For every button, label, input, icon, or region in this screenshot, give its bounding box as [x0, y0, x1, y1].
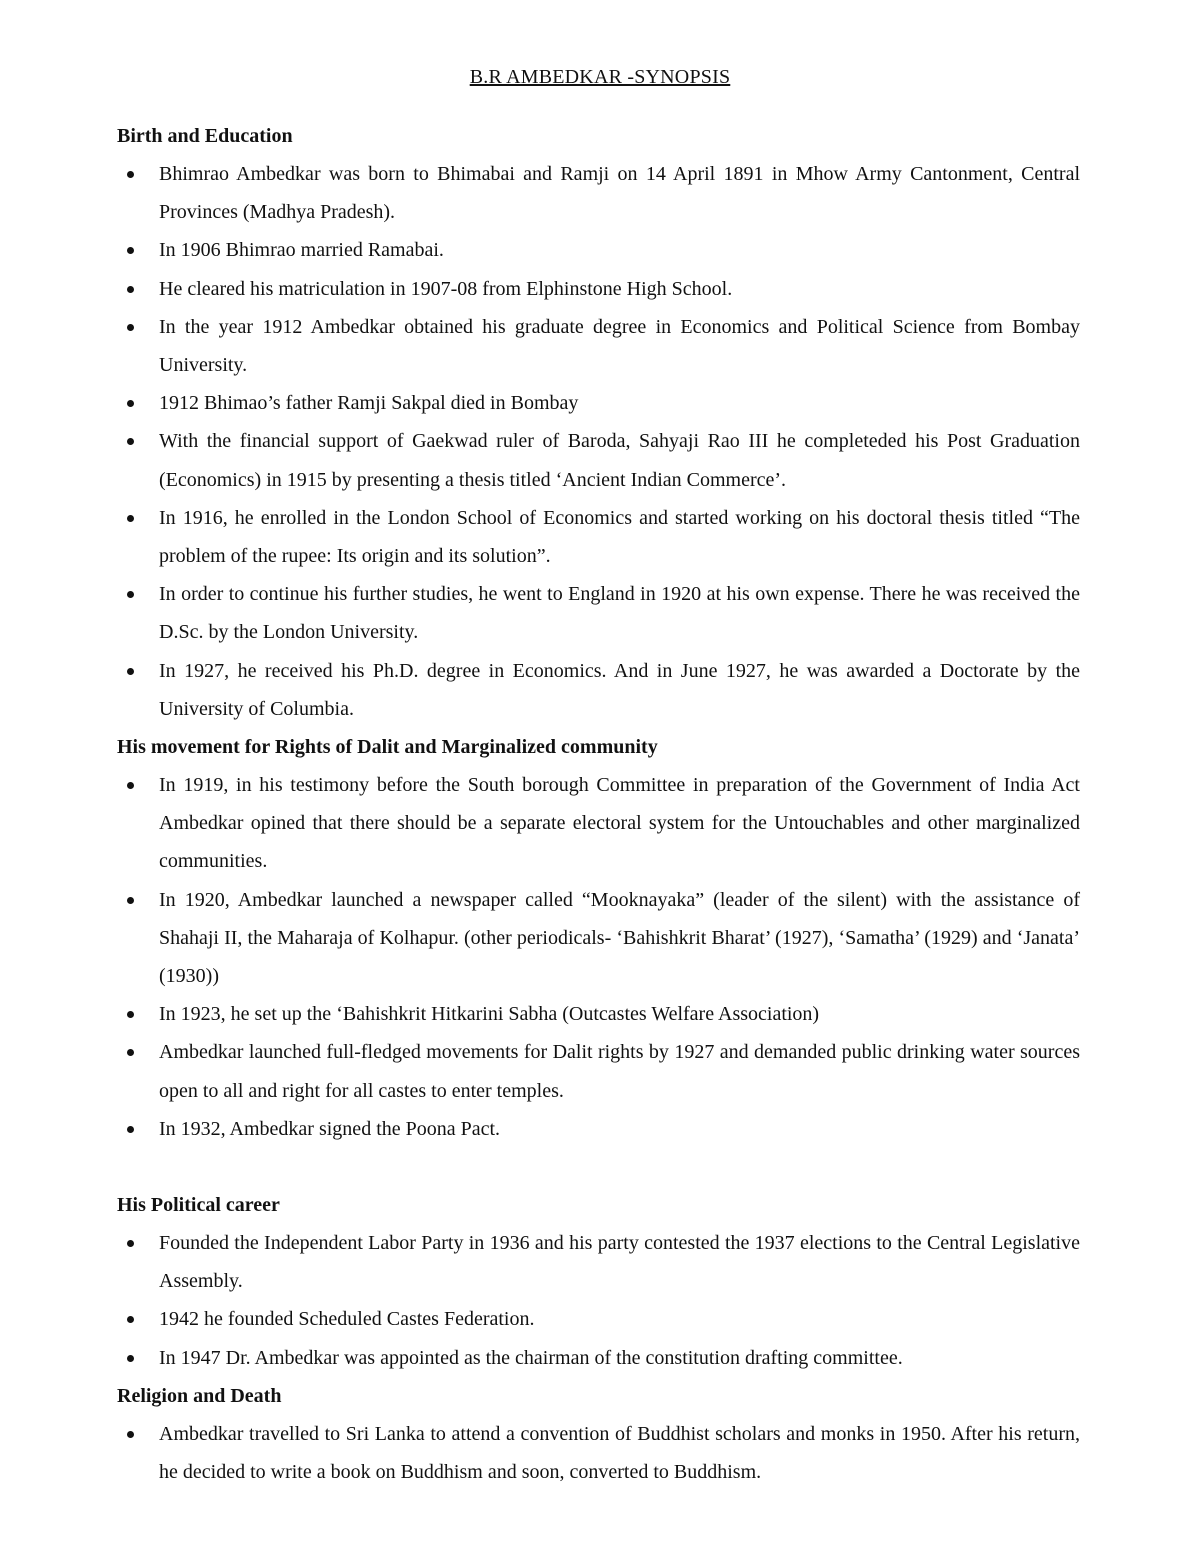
list-item-text: In 1916, he enrolled in the London School of Economics and started working on his doctoral thesis titled “The problem of the rupee: Its origin and its solution”. [159, 506, 1080, 568]
list-item [117, 308, 1080, 384]
list-item-text: 1912 Bhimao’s father Ramji Sakpal died in Bombay [159, 392, 579, 415]
list-item-text: Founded the Independent Labor Party in 1936 and his party contested the 1937 elections to the Central Legislative Assembly. [159, 1232, 1080, 1293]
bullet-icon [127, 515, 134, 522]
document-title: B.R AMBEDKAR -SYNOPSIS [469, 66, 731, 88]
list-item-text: In 1927, he received his Ph.D. degree in Economics. And in June 1927, he was awarded a Doctorate by the University of Columbia. [159, 659, 1080, 720]
bullet-list [117, 1224, 1080, 1377]
bullet-icon [127, 668, 134, 675]
list-item [117, 155, 1080, 231]
bullet-list [117, 766, 1080, 1148]
list-item-text: In 1923, he set up the ‘Bahishkrit Hitkarini Sabha (Outcastes Welfare Association) [159, 1003, 820, 1026]
section-political-career [117, 1186, 1080, 1377]
bullet-icon [127, 400, 134, 407]
list-item-text: Ambedkar launched full-fledged movements for Dalit rights by 1927 and demanded public drinking water sources open to all and right for all castes to enter temples. [159, 1041, 1080, 1102]
list-item [117, 575, 1080, 651]
bullet-icon [127, 897, 134, 904]
list-item [117, 231, 1080, 269]
section-heading: Religion and Death [117, 1384, 282, 1407]
list-item-text: Bhimrao Ambedkar was born to Bhimabai and Ramji on 14 April 1891 in Mhow Army Cantonment, Central Provinces (Madhya Pradesh). [159, 163, 1080, 224]
bullet-icon [127, 1431, 134, 1438]
bullet-icon [127, 1240, 134, 1247]
list-item-text: 1942 he founded Scheduled Castes Federation. [159, 1308, 535, 1331]
bullet-icon [127, 1316, 134, 1323]
bullet-icon [127, 1049, 134, 1056]
bullet-icon [127, 1355, 134, 1362]
blank-line [117, 1148, 1080, 1186]
list-item-text: In 1919, in his testimony before the South borough Committee in preparation of the Government of India Act Ambedkar opined that there should be a separate electoral system for the Untouchables and other marginalized communities. [159, 774, 1080, 873]
bullet-icon [127, 324, 134, 331]
list-item-text: Ambedkar travelled to Sri Lanka to attend a convention of Buddhist scholars and monks in 1950. After his return, he decided to write a book on Buddhism and soon, converted to Buddhism. [159, 1422, 1080, 1484]
list-item-text: He cleared his matriculation in 1907-08 from Elphinstone High School. [159, 277, 733, 300]
list-item [117, 1110, 1080, 1148]
section-birth-and-education [117, 117, 1080, 728]
list-item [117, 422, 1080, 498]
section-heading: His Political career [117, 1194, 280, 1217]
bullet-icon [127, 1126, 134, 1133]
list-item [117, 652, 1080, 728]
bullet-list [117, 155, 1080, 728]
bullet-icon [127, 171, 134, 178]
list-item [117, 1224, 1080, 1300]
list-item-text: With the financial support of Gaekwad ruler of Baroda, Sahyaji Rao III he completeded his Post Graduation (Economics) in 1915 by presenting a thesis titled ‘Ancient Indian Commerce’. [159, 430, 1080, 491]
section-religion-and-death [117, 1377, 1080, 1491]
list-item [117, 1339, 1080, 1377]
list-item [117, 1415, 1080, 1491]
list-item [117, 1033, 1080, 1109]
list-item [117, 499, 1080, 575]
list-item [117, 270, 1080, 308]
list-item-text: In the year 1912 Ambedkar obtained his graduate degree in Economics and Political Science from Bombay University. [159, 315, 1080, 377]
list-item-text: In 1947 Dr. Ambedkar was appointed as the chairman of the constitution drafting committee. [159, 1346, 903, 1369]
bullet-icon [127, 247, 134, 254]
bullet-icon [127, 286, 134, 293]
section-heading: His movement for Rights of Dalit and Marginalized community [117, 736, 658, 759]
list-item-text: In 1932, Ambedkar signed the Poona Pact. [159, 1117, 501, 1140]
document-body [117, 117, 1080, 1491]
list-item [117, 995, 1080, 1033]
section-dalit-rights-movement [117, 728, 1080, 1148]
list-item [117, 1300, 1080, 1338]
bullet-icon [127, 591, 134, 598]
list-item [117, 881, 1080, 996]
list-item [117, 766, 1080, 881]
list-item-text: In order to continue his further studies, he went to England in 1920 at his own expense. There he was received the D.Sc. by the London University. [159, 583, 1080, 644]
section-heading: Birth and Education [117, 125, 293, 147]
bullet-list [117, 1415, 1080, 1491]
list-item-text: In 1920, Ambedkar launched a newspaper called “Mooknayaka” (leader of the silent) with the assistance of Shahaji II, the Maharaja of Kolhapur. (other periodicals- ‘Bahishkrit Bharat’ (1927), ‘Samatha’ (1929) and ‘Janata’ (1930)) [159, 888, 1080, 988]
list-item [117, 384, 1080, 422]
list-item-text: In 1906 Bhimrao married Ramabai. [159, 239, 444, 262]
bullet-icon [127, 782, 134, 789]
bullet-icon [127, 1011, 134, 1018]
bullet-icon [127, 438, 134, 445]
